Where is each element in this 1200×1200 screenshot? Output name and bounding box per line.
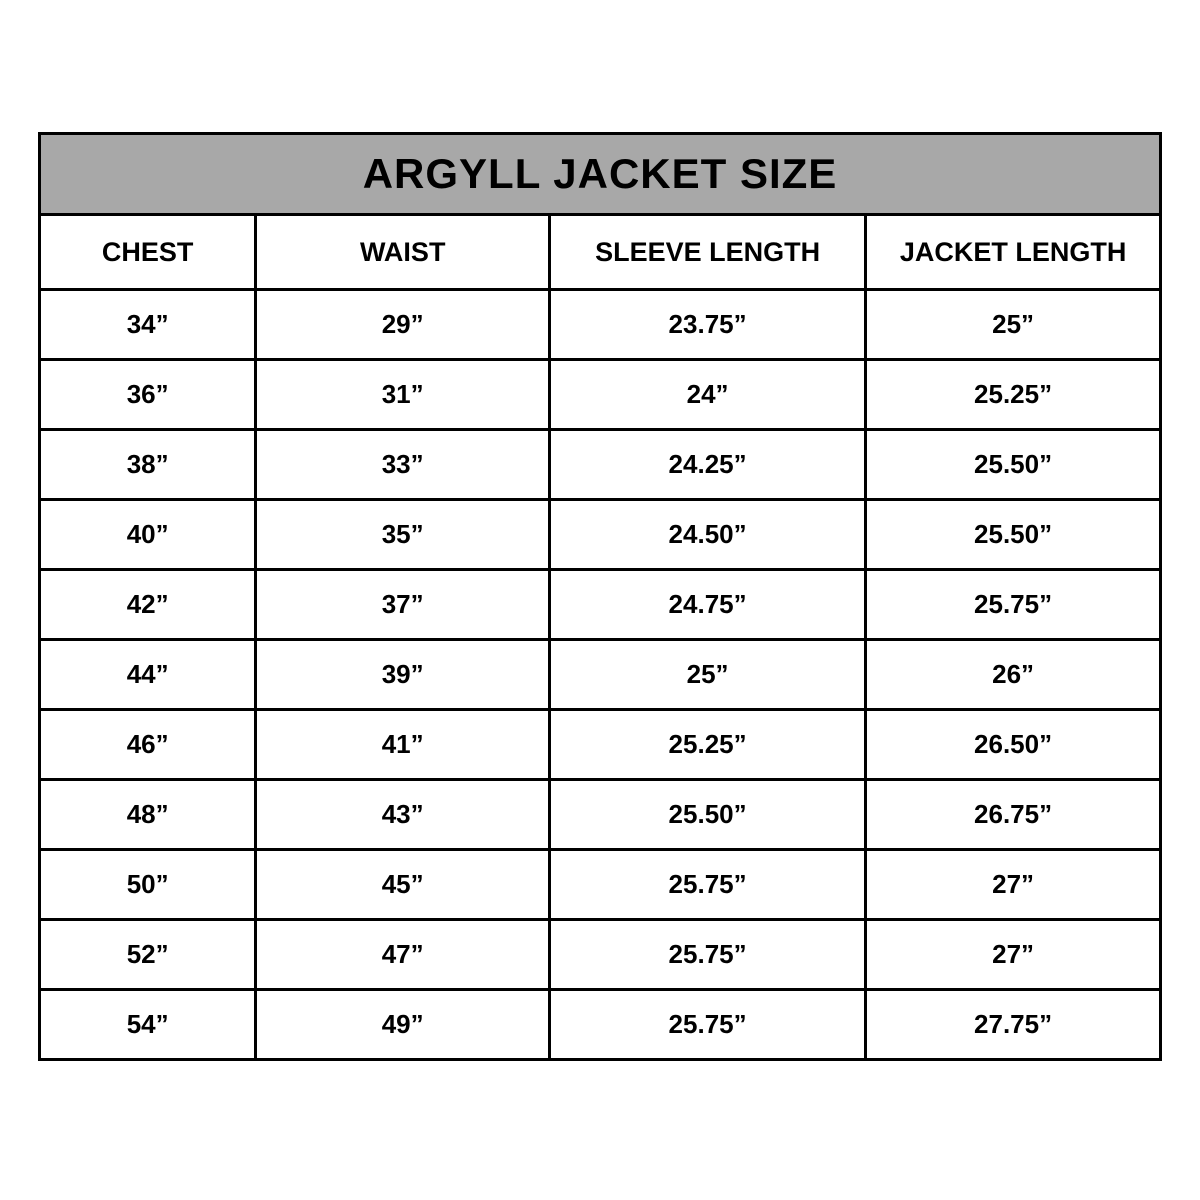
jacket-size-table bbox=[38, 132, 1162, 1061]
table-cell: 52” bbox=[40, 920, 256, 990]
jacket-size-table-container bbox=[38, 132, 1162, 1061]
table-cell: 24.50” bbox=[550, 500, 866, 570]
table-cell: 25.25” bbox=[550, 710, 866, 780]
table-row bbox=[40, 430, 1161, 500]
table-row bbox=[40, 710, 1161, 780]
table-row bbox=[40, 290, 1161, 360]
table-cell: 25.50” bbox=[550, 780, 866, 850]
table-cell: 39” bbox=[256, 640, 550, 710]
table-row bbox=[40, 780, 1161, 850]
table-row bbox=[40, 990, 1161, 1060]
table-cell: 34” bbox=[40, 290, 256, 360]
table-cell: 26.50” bbox=[866, 710, 1161, 780]
column-header: WAIST bbox=[256, 215, 550, 290]
table-cell: 25” bbox=[550, 640, 866, 710]
column-header: CHEST bbox=[40, 215, 256, 290]
table-row bbox=[40, 920, 1161, 990]
table-cell: 24.75” bbox=[550, 570, 866, 640]
table-cell: 33” bbox=[256, 430, 550, 500]
table-row bbox=[40, 500, 1161, 570]
table-cell: 49” bbox=[256, 990, 550, 1060]
table-cell: 50” bbox=[40, 850, 256, 920]
table-cell: 25.50” bbox=[866, 430, 1161, 500]
table-cell: 37” bbox=[256, 570, 550, 640]
table-cell: 54” bbox=[40, 990, 256, 1060]
table-cell: 46” bbox=[40, 710, 256, 780]
table-cell: 29” bbox=[256, 290, 550, 360]
table-cell: 26” bbox=[866, 640, 1161, 710]
table-cell: 25.75” bbox=[550, 920, 866, 990]
table-row bbox=[40, 570, 1161, 640]
table-cell: 43” bbox=[256, 780, 550, 850]
table-cell: 45” bbox=[256, 850, 550, 920]
table-cell: 25” bbox=[866, 290, 1161, 360]
table-cell: 27” bbox=[866, 850, 1161, 920]
table-cell: 27.75” bbox=[866, 990, 1161, 1060]
table-cell: 26.75” bbox=[866, 780, 1161, 850]
table-row bbox=[40, 850, 1161, 920]
table-cell: 40” bbox=[40, 500, 256, 570]
table-cell: 41” bbox=[256, 710, 550, 780]
table-cell: 25.75” bbox=[866, 570, 1161, 640]
table-cell: 25.75” bbox=[550, 990, 866, 1060]
column-header-row bbox=[40, 215, 1161, 290]
table-cell: 44” bbox=[40, 640, 256, 710]
table-cell: 24.25” bbox=[550, 430, 866, 500]
table-row bbox=[40, 360, 1161, 430]
table-cell: 23.75” bbox=[550, 290, 866, 360]
table-cell: 38” bbox=[40, 430, 256, 500]
table-cell: 48” bbox=[40, 780, 256, 850]
table-cell: 42” bbox=[40, 570, 256, 640]
table-row bbox=[40, 640, 1161, 710]
table-cell: 47” bbox=[256, 920, 550, 990]
table-cell: 25.25” bbox=[866, 360, 1161, 430]
table-cell: 27” bbox=[866, 920, 1161, 990]
table-cell: 25.50” bbox=[866, 500, 1161, 570]
title-row bbox=[40, 134, 1161, 215]
table-title: ARGYLL JACKET SIZE bbox=[40, 134, 1161, 215]
table-cell: 36” bbox=[40, 360, 256, 430]
column-header: JACKET LENGTH bbox=[866, 215, 1161, 290]
table-cell: 24” bbox=[550, 360, 866, 430]
table-cell: 31” bbox=[256, 360, 550, 430]
table-cell: 35” bbox=[256, 500, 550, 570]
table-cell: 25.75” bbox=[550, 850, 866, 920]
column-header: SLEEVE LENGTH bbox=[550, 215, 866, 290]
